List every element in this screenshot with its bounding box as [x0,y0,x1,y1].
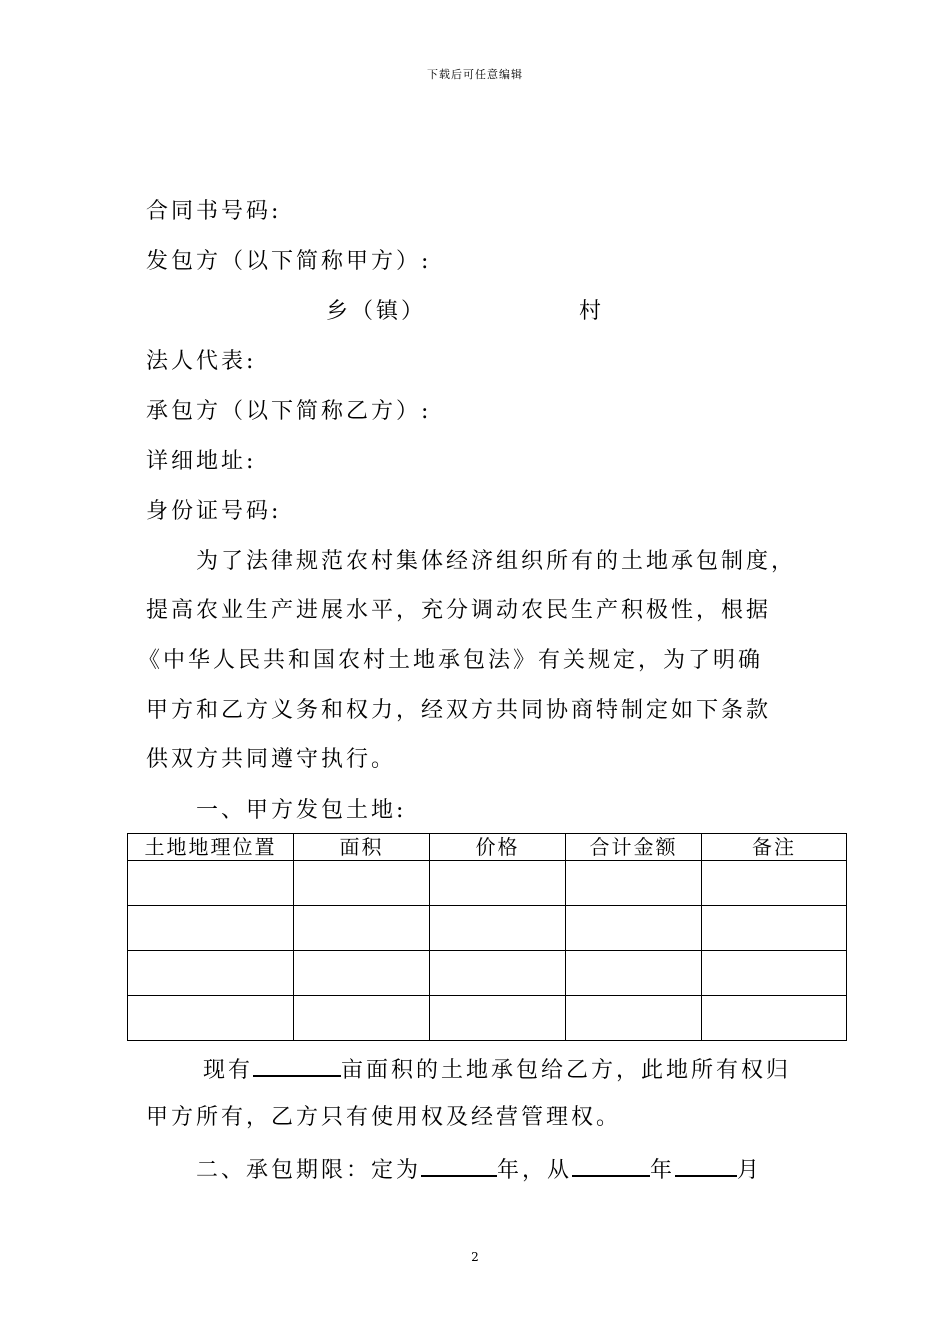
table-cell [702,996,847,1041]
table-cell [128,996,294,1041]
column-header: 土地地理位置 [128,834,294,861]
start-month-blank[interactable] [675,1153,737,1177]
start-year-blank[interactable] [572,1153,650,1177]
column-header: 价格 [430,834,566,861]
land-table [127,833,847,1041]
contractor-label: 承包方（以下简称乙方）: [146,399,432,424]
village-label: 村 [579,299,605,324]
table-row [128,861,847,906]
address-label: 详细地址: [146,449,257,474]
page-number: 2 [471,1250,479,1264]
table-cell [128,861,294,906]
table-cell [702,951,847,996]
column-header: 面积 [294,834,430,861]
table-cell [430,906,566,951]
intro-line-1: 为了法律规范农村集体经济组织所有的土地承包制度， [196,549,797,574]
table-cell [294,996,430,1041]
land-area-sentence [203,1053,791,1086]
term-year-label: 年 [650,1158,676,1183]
table-cell [566,951,702,996]
land-area-text-b: 亩面积的土地承包给乙方，此地所有权归 [341,1058,792,1083]
term-month-label: 月 [737,1158,763,1183]
ownership-sentence: 甲方所有，乙方只有使用权及经营管理权。 [146,1105,622,1130]
table-cell [294,861,430,906]
table-cell [430,861,566,906]
table-row [128,906,847,951]
term-prefix: 二、承包期限：定为 [196,1158,422,1183]
page-header-note: 下载后可任意编辑 [427,68,523,81]
land-area-blank[interactable] [253,1053,341,1077]
term-year-from: 年，从 [497,1158,573,1183]
intro-line-4: 甲方和乙方义务和权力，经双方共同协商特制定如下条款 [146,698,772,723]
intro-line-3: 《中华人民共和国农村土地承包法》有关规定，为了明确 [138,648,764,673]
table-cell [294,951,430,996]
table-cell [566,906,702,951]
column-header: 备注 [702,834,847,861]
legal-representative-label: 法人代表: [146,349,257,374]
township-label: 乡（镇） [326,299,427,324]
table-cell [566,861,702,906]
contract-term-sentence [196,1153,762,1186]
table-cell [128,906,294,951]
table-cell [566,996,702,1041]
table-cell [430,996,566,1041]
table-cell [128,951,294,996]
intro-line-5: 供双方共同遵守执行。 [146,747,397,772]
table-cell [294,906,430,951]
table-cell [702,906,847,951]
table-cell [430,951,566,996]
land-area-text-a: 现有 [203,1058,254,1083]
term-years-blank[interactable] [421,1153,497,1177]
intro-line-2: 提高农业生产进展水平，充分调动农民生产积极性，根据 [146,598,772,623]
table-row [128,996,847,1041]
table-cell [702,861,847,906]
contract-number-label: 合同书号码: [146,199,282,224]
table-header-row [128,834,847,861]
table-row [128,951,847,996]
column-header: 合计金额 [566,834,702,861]
id-number-label: 身份证号码: [146,499,282,524]
section-1-title: 一、甲方发包土地: [196,798,407,823]
issuer-label: 发包方（以下简称甲方）: [146,249,432,274]
